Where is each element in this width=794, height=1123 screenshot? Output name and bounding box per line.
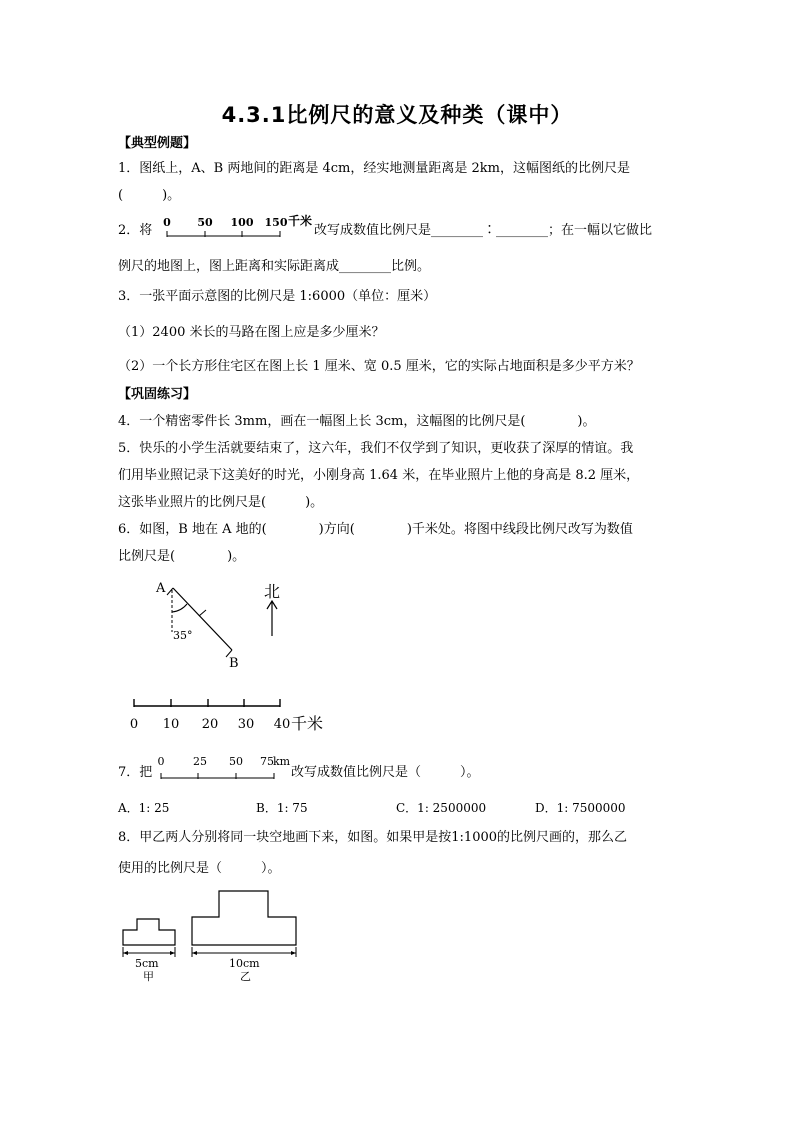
q7-scale-label-25: 25 <box>193 755 207 768</box>
q2-prefix: 2．将 <box>118 223 153 238</box>
q7-scale-label-75: 75 <box>260 755 274 768</box>
q2-line-scale <box>158 210 318 242</box>
section-practice: 【巩固练习】 <box>118 387 197 402</box>
q7-option-b: B．1: 75 <box>256 801 308 815</box>
q1-line1: 1．图纸上，A、B 两地间的距离是 4cm，经实地测量距离是 2km，这幅图纸的比例尺是 <box>118 161 630 176</box>
section-examples: 【典型例题】 <box>118 136 197 151</box>
q8-yi-width: 10cm <box>229 957 260 970</box>
q8-yi-shape <box>192 891 296 945</box>
q4-line1: 4．一个精密零件长 3mm，画在一幅图上长 3cm，这幅图的比例尺是( )。 <box>118 414 596 429</box>
q6-scale-label-20: 20 <box>201 717 219 732</box>
q5-line2: 们用毕业照记录下这美好的时光，小刚身高 1.64 米，在毕业照片上他的身高是 8.2 厘米， <box>118 468 640 483</box>
page-title: 4.3.1比例尺的意义及种类（课中） <box>221 103 573 127</box>
q2-scale-label-100: 100 <box>230 216 254 229</box>
q6-angle-label: 35° <box>173 629 193 642</box>
q2-suffix: 改写成数值比例尺是________∶________；在一幅以它做比 <box>314 223 653 238</box>
q6-north-label: 北 <box>264 582 281 601</box>
q6-scale-label-10: 10 <box>162 717 180 732</box>
q7-option-c: C．1: 2500000 <box>396 801 487 815</box>
q5-line3: 这张毕业照片的比例尺是( )。 <box>118 495 324 510</box>
q2-scale-label-150: 150 <box>264 216 288 229</box>
q7-option-a: A．1: 25 <box>118 801 170 815</box>
q8-line1: 8．甲乙两人分别将同一块空地画下来，如图。如果甲是按1:1000的比例尺画的，那么乙 <box>118 830 628 845</box>
q8-jia-width: 5cm <box>135 957 159 970</box>
q2-scale-label-50: 50 <box>197 216 213 229</box>
q6-line1: 6．如图，B 地在 A 地的( )方向( )千米处。将图中线段比例尺改写为数值 <box>118 522 633 537</box>
q2-scale-label-0: 0 <box>163 216 171 229</box>
q6-scale-label-40: 40 <box>273 717 291 732</box>
q8-jia-label: 甲 <box>143 970 154 983</box>
q6-line2: 比例尺是( )。 <box>118 549 246 564</box>
q7-scale-label-0: 0 <box>157 755 165 768</box>
q6-tick-mark <box>199 610 206 616</box>
q7-option-d: D．1: 7500000 <box>535 801 626 815</box>
q7-prefix: 7．把 <box>118 765 153 780</box>
q3-line1: 3．一张平面示意图的比例尺是 1:6000（单位：厘米） <box>118 289 437 304</box>
q8-jia-shape <box>123 919 175 945</box>
q8-figure <box>115 888 315 988</box>
q3-sub1: （1）2400 米长的马路在图上应是多少厘米？ <box>118 325 385 340</box>
q6-angle-arc <box>172 604 187 612</box>
q6-point-b: B <box>229 656 239 671</box>
q8-line2: 使用的比例尺是（ ）。 <box>118 861 281 876</box>
q2-scale-unit: 千米 <box>288 214 313 228</box>
q3-sub2: （2）一个长方形住宅区在图上长 1 厘米、宽 0.5 厘米，它的实际占地面积是多少平方米？ <box>118 359 640 374</box>
q2-line2: 例尺的地图上，图上距离和实际距离成________比例。 <box>118 259 431 274</box>
q6-point-a: A <box>156 581 166 596</box>
q6-scale-unit: 千米 <box>291 714 324 733</box>
q7-scale-label-50: 50 <box>229 755 243 768</box>
q1-line2: ( )。 <box>118 188 181 203</box>
q7-scale-unit: km <box>273 755 291 768</box>
q6-figure <box>129 572 360 737</box>
q8-yi-label: 乙 <box>240 970 251 983</box>
q6-scale-label-30: 30 <box>237 717 255 732</box>
q7-line-scale <box>150 752 295 784</box>
q5-line1: 5．快乐的小学生活就要结束了，这六年，我们不仅学到了知识，更收获了深厚的情谊。我 <box>118 441 634 456</box>
q7-suffix: 改写成数值比例尺是（ ）。 <box>291 765 480 780</box>
q6-scale-label-0: 0 <box>129 717 139 732</box>
